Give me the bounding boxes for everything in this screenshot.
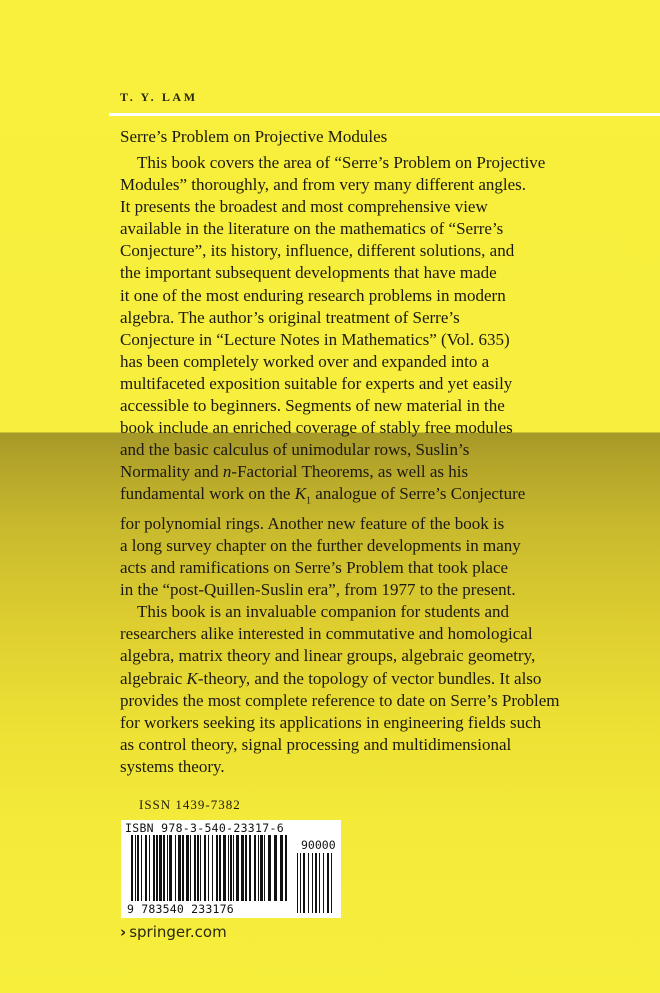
publisher-website [120, 923, 227, 941]
text-line: accessible to beginners. Segments of new material in the [120, 396, 505, 416]
italic-n: n [222, 462, 232, 482]
text-line: acts and ramifications on Serre’s Problem that took place [120, 558, 509, 578]
text-fragment: analogue of Serre’s Conjecture [311, 484, 526, 504]
text-line [120, 668, 660, 690]
text-line: in the “post-Quillen-Suslin era”, from 1977 to the present. [120, 580, 516, 600]
text-line: provides the most complete reference to date on Serre’s Problem [120, 690, 560, 710]
isbn-barcode [121, 820, 341, 918]
text-line: Modules” thoroughly, and from very many different angles. [120, 175, 527, 195]
text-line: book include an enriched coverage of stably free modules [120, 418, 513, 438]
text-line: has been completely worked over and expanded into a [120, 351, 490, 371]
text-line: Conjecture in “Lecture Notes in Mathematics” (Vol. 635) [120, 329, 510, 349]
text-line: systems theory. [120, 756, 225, 776]
text-line: for workers seeking its applications in engineering fields such [120, 712, 542, 732]
text-line: and the basic calculus of unimodular rows, Suslin’s [120, 440, 470, 460]
series-title: Serre’s Problem on Projective Modules [120, 127, 388, 146]
text-line [120, 483, 660, 512]
isbn-number: ISBN 978-3-540-23317-6 [125, 821, 284, 835]
chevron-right-icon: › [120, 923, 127, 941]
italic-k: K [186, 668, 198, 688]
text-line: This book is an invaluable companion for students and [137, 602, 510, 622]
text-fragment: -theory, and the topology of vector bundles. It also [197, 668, 542, 688]
text-line: for polynomial rings. Another new feature of the book is [120, 513, 505, 533]
text-line [120, 461, 660, 483]
blurb-text [120, 152, 660, 778]
text-fragment: -Factorial Theorems, as well as his [231, 462, 469, 482]
text-line: This book covers the area of “Serre’s Problem on Projective [137, 153, 546, 172]
text-fragment: Normality and [120, 462, 223, 482]
text-line: as control theory, signal processing and multidimensional [120, 734, 512, 754]
author-name: T. Y. LAM [120, 90, 198, 104]
issn-label: ISSN 1439-7382 [139, 797, 241, 812]
website-text: springer.com [129, 923, 227, 941]
text-fragment: fundamental work on the [120, 484, 295, 504]
italic-k: K [294, 484, 307, 504]
text-line: it one of the most enduring research problems in modern [120, 285, 506, 305]
text-line: Conjecture”, its history, influence, different solutions, and [120, 241, 515, 261]
text-line: algebra. The author’s original treatment of Serre’s [120, 307, 460, 327]
text-line: a long survey chapter on the further developments in many [120, 535, 521, 555]
barcode-addon-digits: 90000 [301, 838, 336, 852]
text-line: multifaceted exposition suitable for experts and yet easily [120, 373, 513, 393]
text-line: It presents the broadest and most comprehensive view [120, 197, 488, 217]
text-line: researchers alike interested in commutative and homological [120, 624, 533, 644]
text-line: algebra, matrix theory and linear groups, algebraic geometry, [120, 646, 536, 666]
header-rule [109, 113, 660, 116]
text-line: available in the literature on the mathematics of “Serre’s [120, 219, 504, 239]
subscript-one: 1 [306, 495, 312, 507]
barcode-digits: 9 783540 233176 [127, 902, 234, 916]
text-fragment: algebraic [120, 668, 187, 688]
text-line: the important subsequent developments that have made [120, 263, 497, 283]
